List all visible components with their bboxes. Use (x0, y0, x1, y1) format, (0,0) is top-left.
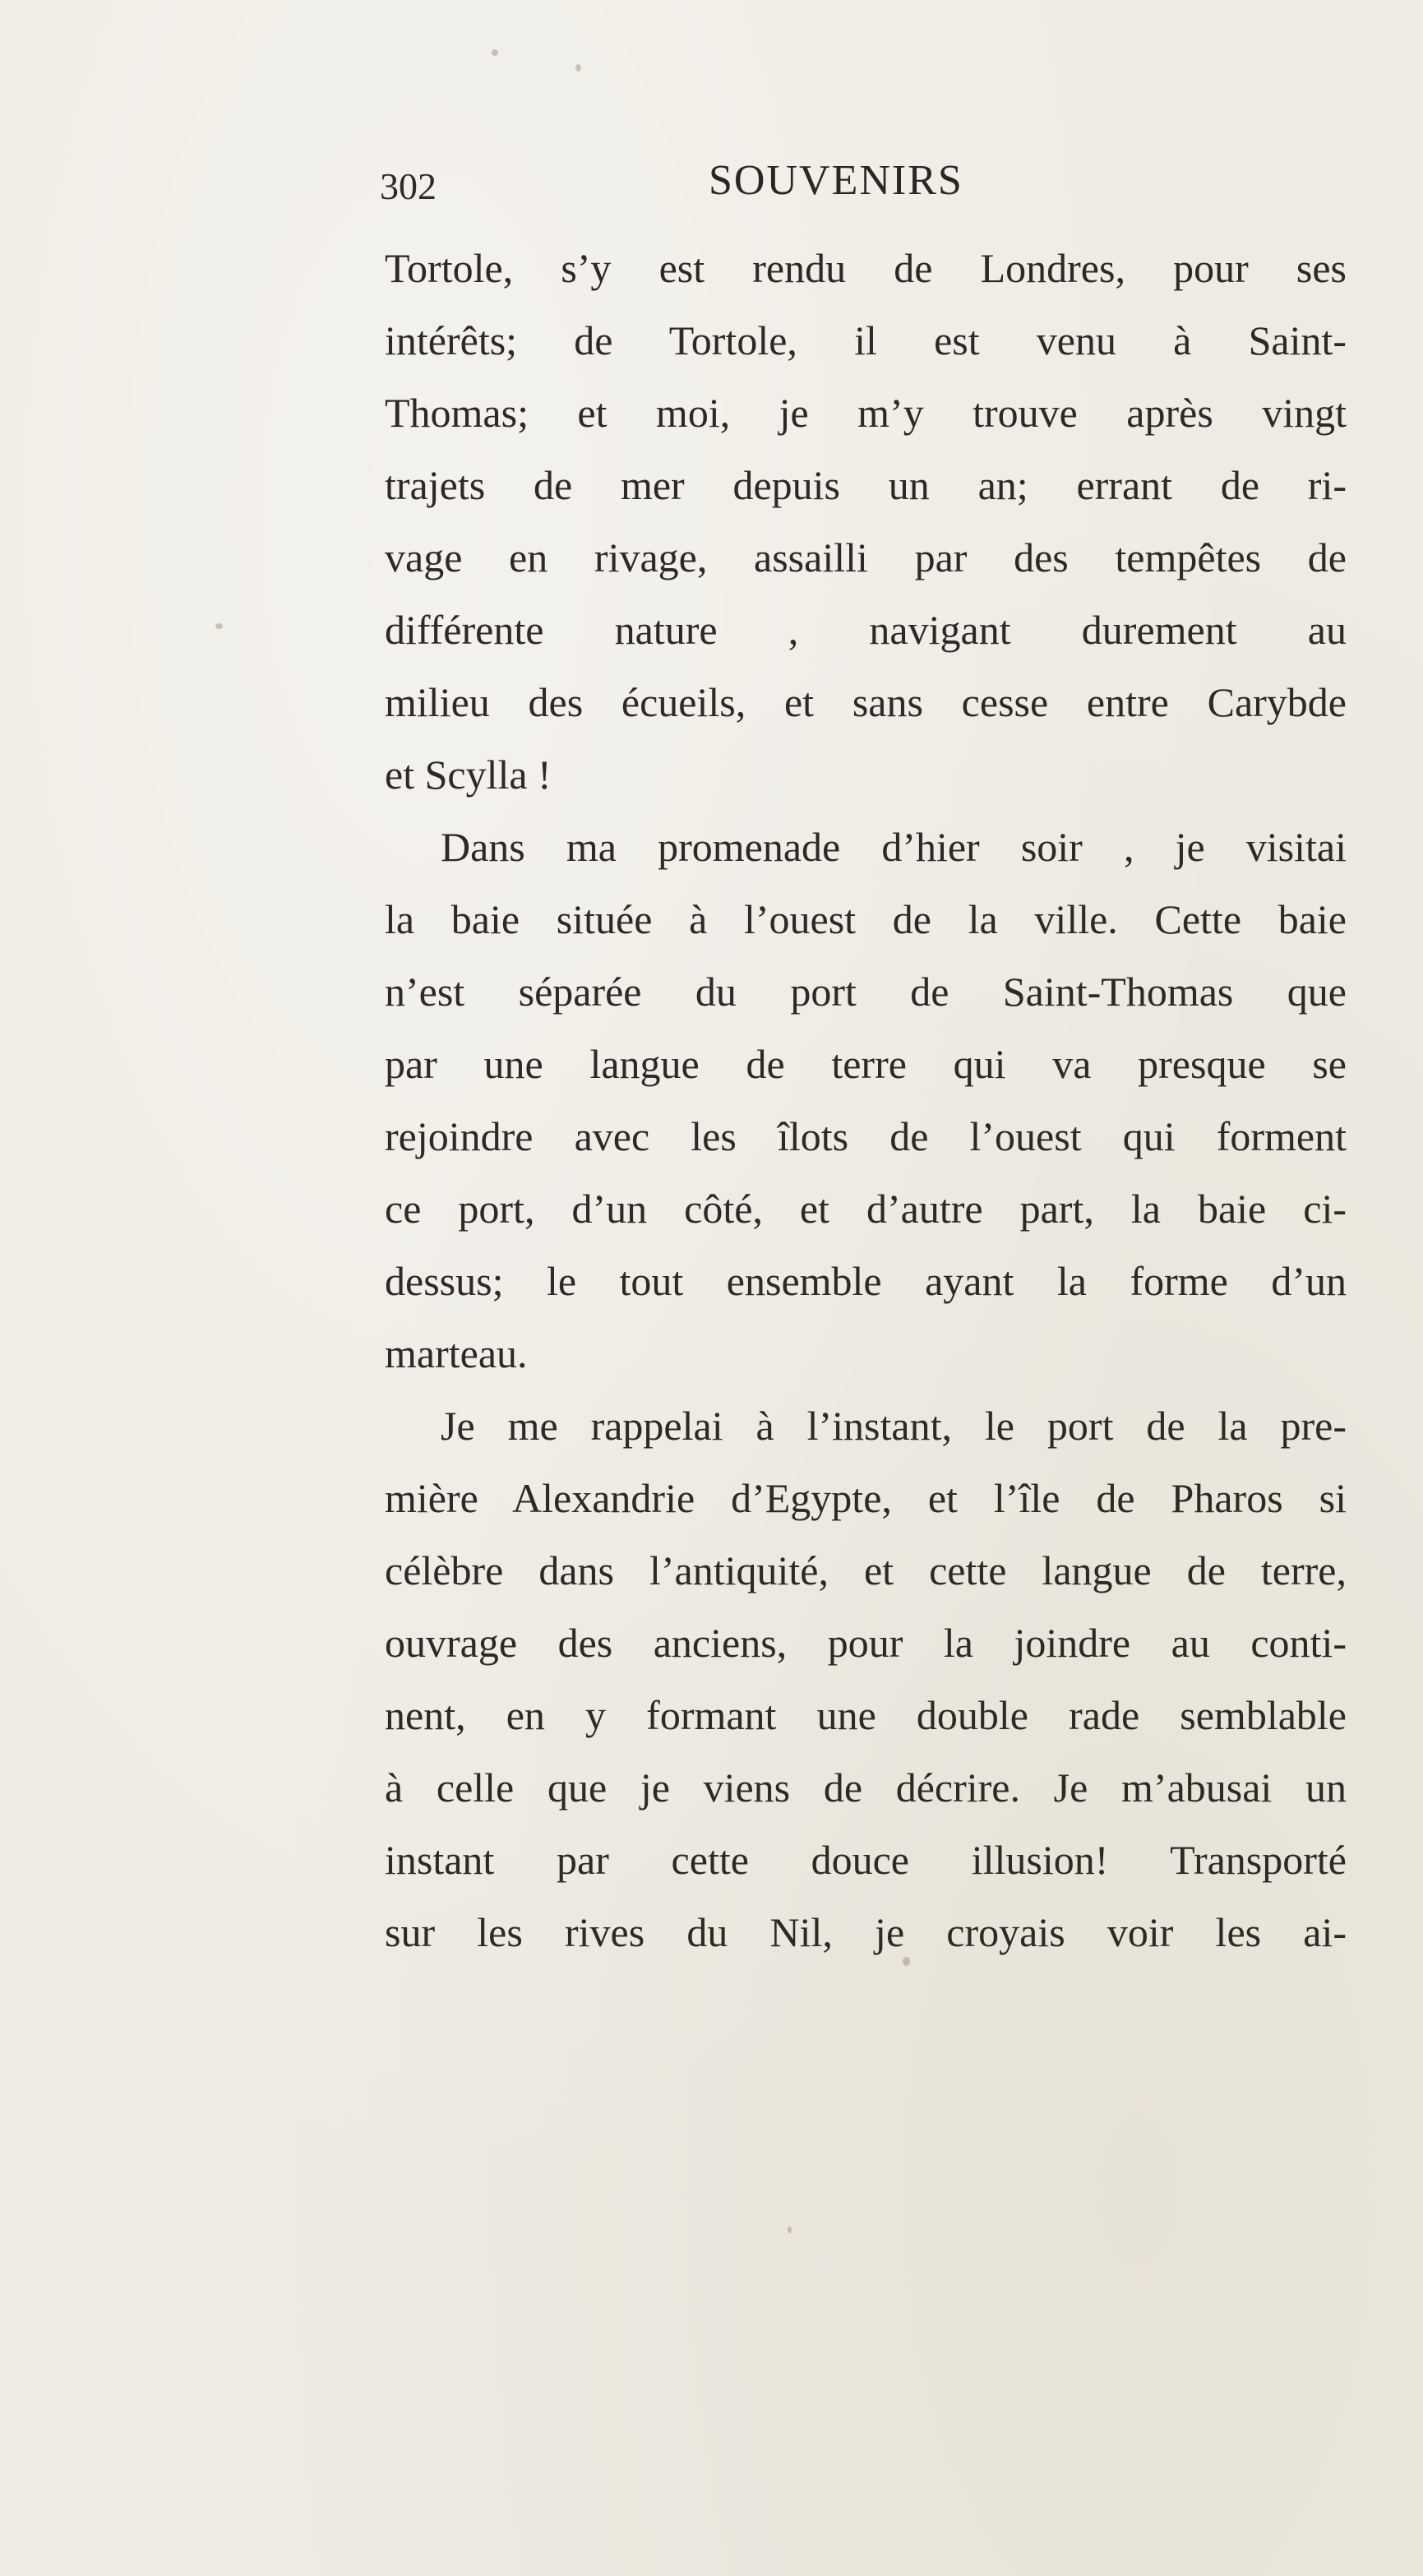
ink-speck (788, 2227, 792, 2233)
page-number: 302 (380, 165, 437, 207)
text-line: mière Alexandrie d’Egypte, et l’île de Pharos si (385, 1475, 1347, 1521)
running-head (380, 156, 1021, 222)
running-title: SOUVENIRS (709, 157, 963, 204)
text-line: instant par cette douce illusion! Transporté (385, 1837, 1347, 1883)
text-line: dessus; le tout ensemble ayant la forme d’un (385, 1258, 1347, 1304)
text-line: rejoindre avec les îlots de l’ouest qui forment (385, 1113, 1347, 1159)
text-line: trajets de mer depuis un an; errant de ri- (385, 462, 1347, 508)
text-line: la baie située à l’ouest de la ville. Cette baie (385, 896, 1347, 942)
text-line: et Scylla ! (385, 752, 552, 798)
text-line: ce port, d’un côté, et d’autre part, la baie ci- (385, 1186, 1347, 1232)
ink-speck (575, 64, 581, 72)
text-line: vage en rivage, assailli par des tempêtes de (385, 534, 1347, 580)
ink-speck (492, 49, 498, 56)
body-text (385, 232, 1347, 1968)
text-line: Tortole, s’y est rendu de Londres, pour ses (385, 245, 1347, 291)
ink-speck (215, 623, 223, 629)
text-line: Dans ma promenade d’hier soir , je visitai (441, 824, 1347, 870)
text-line: n’est séparée du port de Saint-Thomas que (385, 969, 1347, 1015)
text-line: Thomas; et moi, je m’y trouve après vingt (385, 390, 1347, 436)
text-line: à celle que je viens de décrire. Je m’abusai un (385, 1764, 1347, 1811)
text-line: marteau. (385, 1330, 528, 1376)
text-line: milieu des écueils, et sans cesse entre Carybde (385, 679, 1347, 725)
text-line: célèbre dans l’antiquité, et cette langue de terre, (385, 1547, 1347, 1593)
text-line: par une langue de terre qui va presque se (385, 1041, 1347, 1087)
text-line: sur les rives du Nil, je croyais voir les ai- (385, 1909, 1347, 1955)
text-line: Je me rappelai à l’instant, le port de la pre- (441, 1403, 1347, 1449)
text-line: ouvrage des anciens, pour la joindre au conti- (385, 1620, 1347, 1666)
text-line: nent, en y formant une double rade semblable (385, 1692, 1347, 1738)
text-line: différente nature , navigant durement au (385, 607, 1347, 653)
text-line: intérêts; de Tortole, il est venu à Saint- (385, 317, 1347, 363)
